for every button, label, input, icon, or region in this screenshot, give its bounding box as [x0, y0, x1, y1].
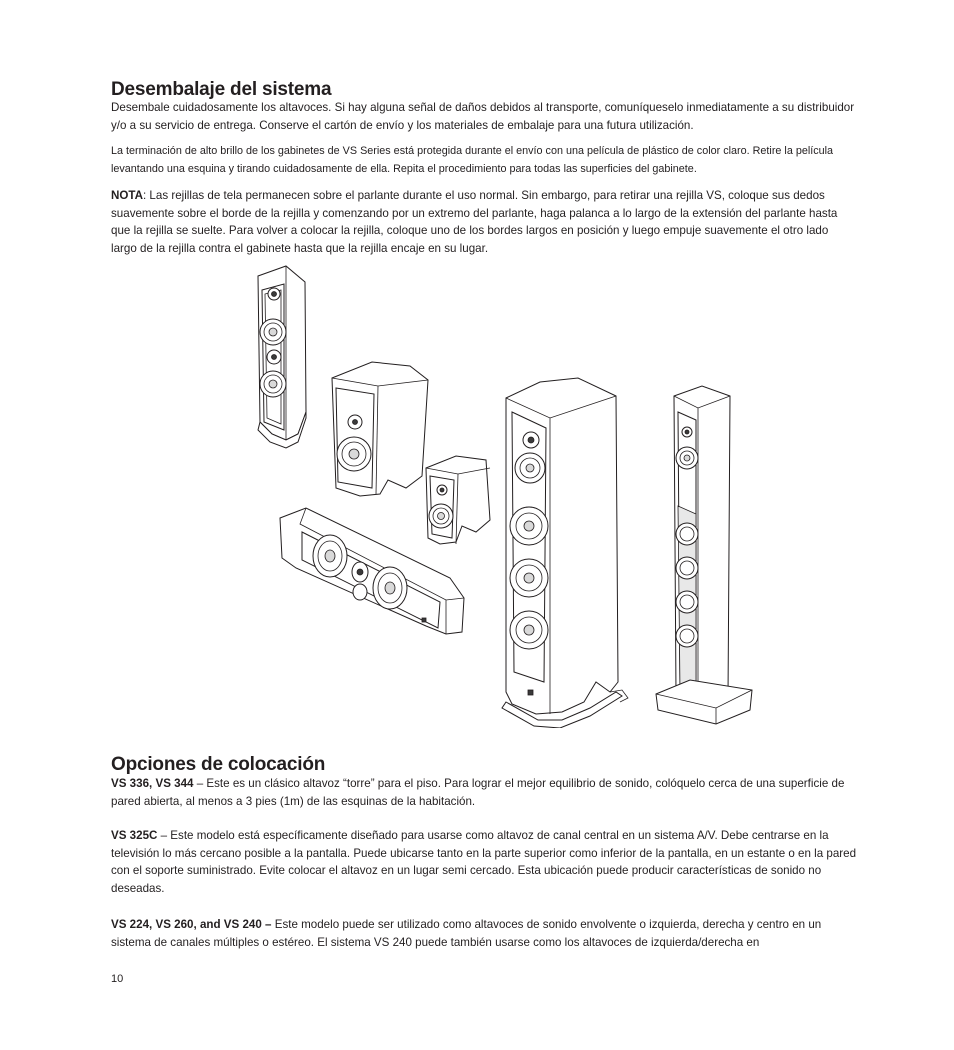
- speaker-system-illustration: [250, 262, 762, 728]
- floor-tower-speaker-large: [502, 378, 628, 728]
- paragraph-placement-tower: [111, 775, 857, 810]
- model-label: VS 325C: [111, 829, 158, 842]
- paragraph-text: La terminación de alto brillo de los gabinetes de VS Series está protegida durante el envío con una película de plástico de color claro. Retire la película levantando una esquina y tirando cuidadosamente de ella. Repita el procedimiento para todas las superficies del gabinete.: [111, 145, 834, 175]
- paragraph-text: – Este modelo está específicamente diseñado para usarse como altavoz de canal central en un sistema A/V. Debe centrarse en la televisión lo más cercano posible a la pantalla. Puede ubicarse tanto en la parte superior como inferior de la pantalla, en un estante o en la pared con el soporte suministrado. Evite colocar el altavoz en un lugar semi cercado. Esta ubicación puede producir características de sonido no deseadas.: [111, 829, 857, 895]
- paragraph-text: Desembale cuidadosamente los altavoces. Si hay alguna señal de daños debidos al transporte, comuníqueselo inmediatamente a su distribuidor y/o a su servicio de entrega. Conserve el cartón de envío y los materiales de embalaje para una futura utilización.: [111, 101, 855, 132]
- paragraph-text: – Este es un clásico altavoz “torre” para el piso. Para lograr el mejor equilibrio de sonido, colóquelo cerca de una superficie de pared abierta, al menos a 3 pies (1m) de las esquinas de la habitación.: [111, 777, 845, 808]
- paragraph-placement-center: [111, 827, 857, 897]
- model-label: VS 224, VS 260, and VS 240 –: [111, 918, 272, 931]
- paragraph-protective-film: [111, 143, 857, 178]
- page-number: 10: [111, 973, 124, 985]
- note-text: : Las rejillas de tela permanecen sobre el parlante durante el uso normal. Sin embargo, para retirar una rejilla VS, coloque sus dedos suavemente sobre el borde de la rejilla y comenzando por un extremo del parlante, haga palanca a lo largo de la extensión del parlante hasta que la rejilla se suelte. Para volver a colocar la rejilla, coloque uno de los bordes largos en posición y luego empuje suavemente el otro lado largo de la rejilla contra el gabinete hasta que la rejilla encaje en su lugar.: [111, 189, 838, 255]
- section-heading-placement: Opciones de colocación: [111, 754, 326, 775]
- slim-tower-speaker: [258, 266, 306, 448]
- bookshelf-speaker-small: [426, 456, 490, 544]
- paragraph-grille-note: [111, 187, 857, 257]
- paragraph-unpack-instructions: [111, 99, 857, 134]
- bookshelf-speaker-large: [332, 362, 428, 496]
- paragraph-placement-satellite: [111, 916, 857, 951]
- note-label: NOTA: [111, 189, 143, 202]
- model-label: VS 336, VS 344: [111, 777, 194, 790]
- slim-tower-speaker-on-base: [656, 386, 752, 724]
- section-heading-unpacking: Desembalaje del sistema: [111, 79, 332, 100]
- paragraph-text: Este modelo puede ser utilizado como altavoces de sonido envolvente o izquierda, derecha y centro en un sistema de canales múltiples o estéreo. El sistema VS 240 puede también usarse como los altavoces de izquierda/derecha en: [111, 918, 822, 949]
